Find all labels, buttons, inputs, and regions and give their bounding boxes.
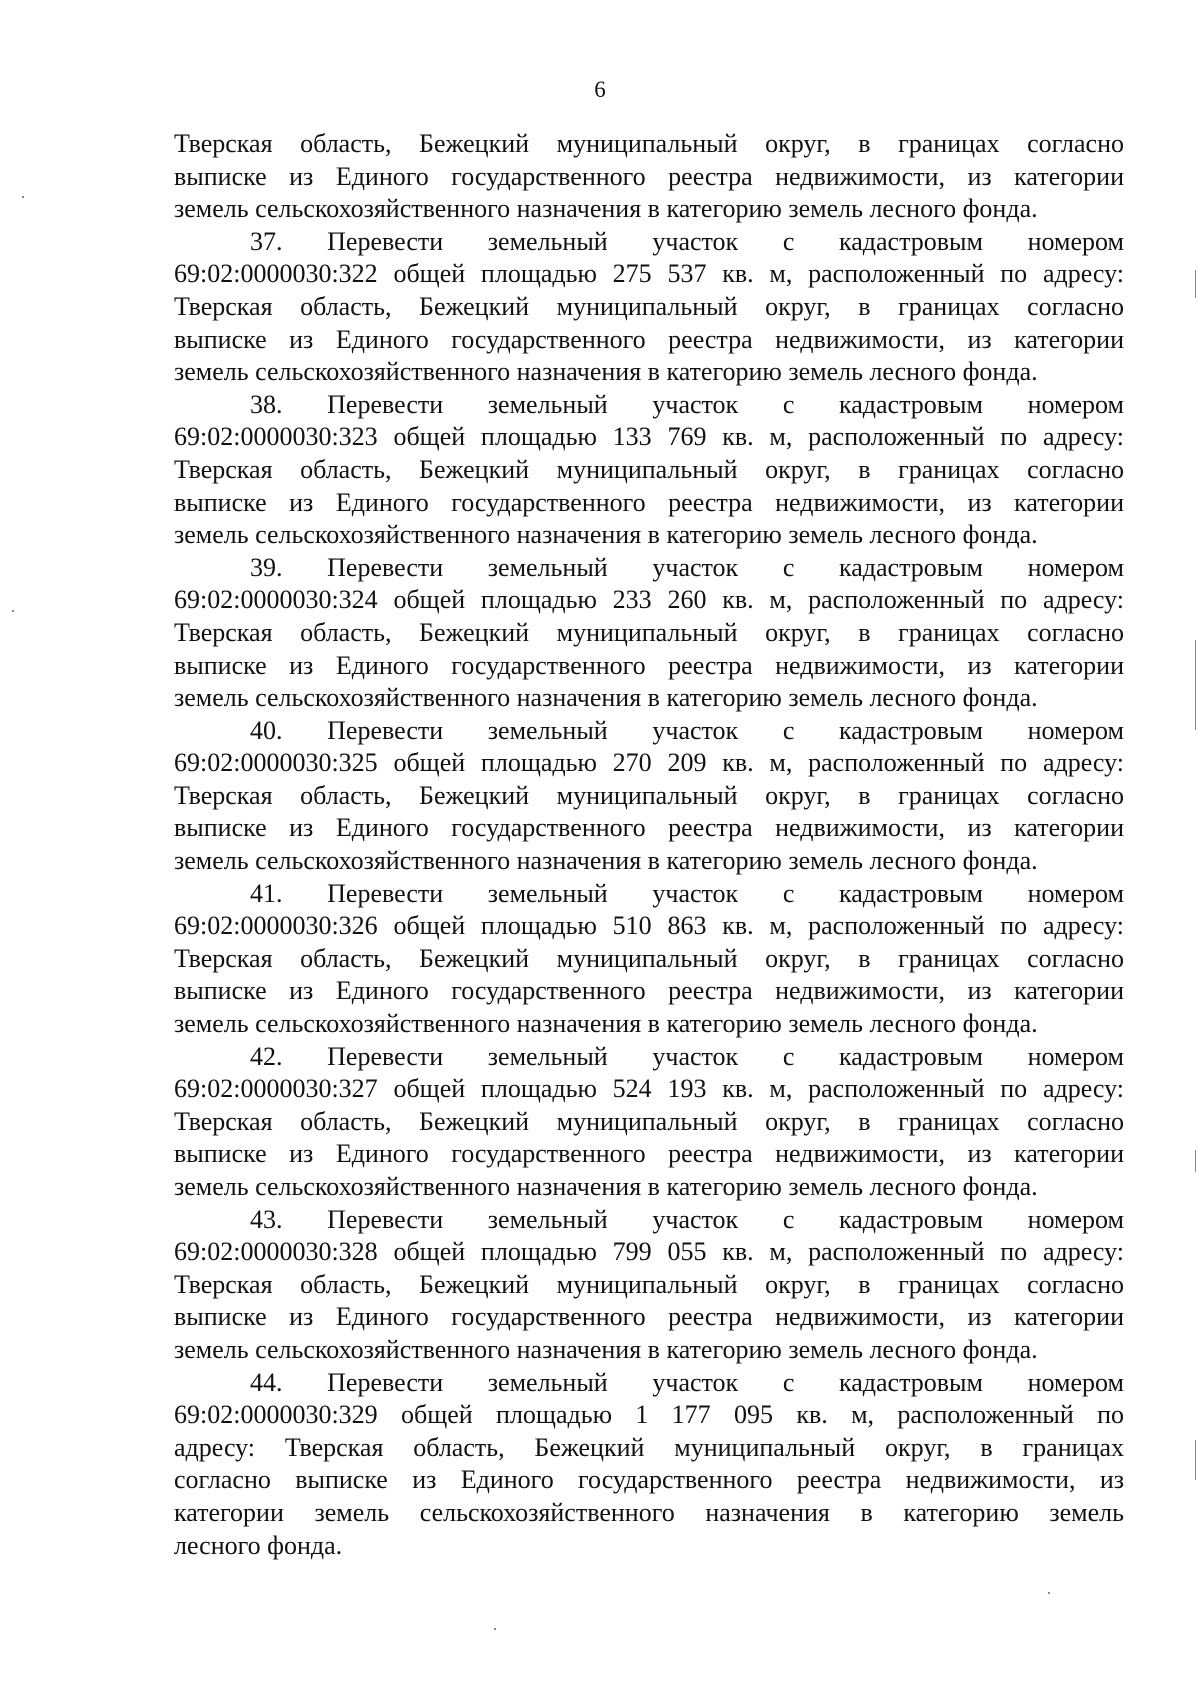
text-line: выписке из Единого государственного реестра недвижимости, из категории xyxy=(174,1139,1124,1169)
text-line: Тверская область, Бежецкий муниципальный округ, в границах согласно xyxy=(174,617,1124,647)
text-line: земель сельскохозяйственного назначения в категорию земель лесного фонда. xyxy=(174,1172,1038,1201)
paragraph-item-42 xyxy=(174,1041,1124,1204)
paragraph-item-38 xyxy=(174,389,1124,552)
text-line-first: 38. Перевести земельный участок с кадастровым номером xyxy=(250,389,1124,419)
text-line: согласно выписке из Единого государственного реестра недвижимости, из xyxy=(174,1465,1124,1495)
text-line: Тверская область, Бежецкий муниципальный округ, в границах согласно xyxy=(174,943,1124,973)
paragraph-item-44 xyxy=(174,1367,1124,1563)
text-line: категории земель сельскохозяйственного назначения в категорию земель xyxy=(174,1497,1124,1527)
text-line: Тверская область, Бежецкий муниципальный округ, в границах согласно xyxy=(174,291,1124,321)
scan-edge-mark xyxy=(1195,270,1196,298)
text-line: 69:02:0000030:325 общей площадью 270 209 кв. м, расположенный по адресу: xyxy=(174,748,1124,778)
text-line: земель сельскохозяйственного назначения в категорию земель лесного фонда. xyxy=(174,683,1038,713)
text-line: 69:02:0000030:324 общей площадью 233 260 кв. м, расположенный по адресу: xyxy=(174,585,1124,615)
text-line-first: 43. Перевести земельный участок с кадастровым номером xyxy=(250,1204,1124,1234)
text-line: лесного фонда. xyxy=(174,1530,343,1560)
paragraph-item-40 xyxy=(174,715,1124,878)
text-line-first: 44. Перевести земельный участок с кадастровым номером xyxy=(250,1367,1124,1397)
paragraph-item-43 xyxy=(174,1204,1124,1367)
text-line-first: 37. Перевести земельный участок с кадастровым номером xyxy=(250,226,1124,256)
text-line: выписке из Единого государственного реестра недвижимости, из категории xyxy=(174,976,1124,1006)
scan-edge-mark xyxy=(1195,1440,1196,1480)
text-line: выписке из Единого государственного реестра недвижимости, из категории xyxy=(174,487,1124,517)
text-line: выписке из Единого государственного реестра недвижимости, из категории xyxy=(174,650,1124,680)
text-line: выписке из Единого государственного реестра недвижимости, из категории xyxy=(174,1302,1124,1332)
scan-speck xyxy=(22,196,24,198)
text-line: Тверская область, Бежецкий муниципальный округ, в границах согласно xyxy=(174,454,1124,484)
text-line: выписке из Единого государственного реестра недвижимости, из категории xyxy=(174,324,1124,354)
text-line-first: 39. Перевести земельный участок с кадастровым номером xyxy=(250,552,1124,582)
text-line: 69:02:0000030:328 общей площадью 799 055 кв. м, расположенный по адресу: xyxy=(174,1237,1124,1267)
paragraph-item-39 xyxy=(174,552,1124,715)
text-line: земель сельскохозяйственного назначения в категорию земель лесного фонда. xyxy=(174,520,1038,550)
text-line: выписке из Единого государственного реестра недвижимости, из категории xyxy=(174,813,1124,843)
paragraph-item-41 xyxy=(174,878,1124,1041)
text-line: 69:02:0000030:322 общей площадью 275 537 кв. м, расположенный по адресу: xyxy=(174,259,1124,289)
page-number: 6 xyxy=(594,77,606,102)
text-line: земель сельскохозяйственного назначения в категорию земель лесного фонда. xyxy=(174,1334,1038,1364)
scan-speck xyxy=(494,1628,496,1630)
scan-speck xyxy=(12,610,14,612)
text-line: 69:02:0000030:326 общей площадью 510 863 кв. м, расположенный по адресу: xyxy=(174,911,1124,941)
text-line-first: 40. Перевести земельный участок с кадастровым номером xyxy=(250,715,1124,745)
text-line: земель сельскохозяйственного назначения в категорию земель лесного фонда. xyxy=(174,1009,1038,1039)
paragraph-intro xyxy=(174,128,1124,226)
text-line: земель сельскохозяйственного назначения в категорию земель лесного фонда. xyxy=(174,846,1038,876)
text-line: земель сельскохозяйственного назначения в категорию земель лесного фонда. xyxy=(174,194,1038,224)
text-line: адресу: Тверская область, Бежецкий муниципальный округ, в границах xyxy=(174,1432,1124,1462)
text-line: Тверская область, Бежецкий муниципальный округ, в границах согласно xyxy=(174,1106,1124,1136)
text-line: земель сельскохозяйственного назначения в категорию земель лесного фонда. xyxy=(174,357,1038,387)
scan-edge-mark xyxy=(1195,640,1196,730)
text-line-first: 41. Перевести земельный участок с кадастровым номером xyxy=(250,878,1124,908)
scan-edge-mark xyxy=(1195,1150,1196,1172)
text-line: 69:02:0000030:327 общей площадью 524 193 кв. м, расположенный по адресу: xyxy=(174,1074,1124,1104)
text-line: Тверская область, Бежецкий муниципальный округ, в границах согласно xyxy=(174,780,1124,810)
document-body xyxy=(174,128,1124,1562)
text-line: 69:02:0000030:323 общей площадью 133 769 кв. м, расположенный по адресу: xyxy=(174,422,1124,452)
paragraph-item-37 xyxy=(174,226,1124,389)
text-line: Тверская область, Бежецкий муниципальный округ, в границах согласно xyxy=(174,129,1124,158)
scan-speck xyxy=(1048,1592,1050,1594)
text-line: Тверская область, Бежецкий муниципальный округ, в границах согласно xyxy=(174,1269,1124,1299)
text-line: выписке из Единого государственного реестра недвижимости, из категории xyxy=(174,161,1124,191)
text-line: 69:02:0000030:329 общей площадью 1 177 095 кв. м, расположенный по xyxy=(174,1400,1124,1430)
text-line-first: 42. Перевести земельный участок с кадастровым номером xyxy=(250,1041,1124,1071)
